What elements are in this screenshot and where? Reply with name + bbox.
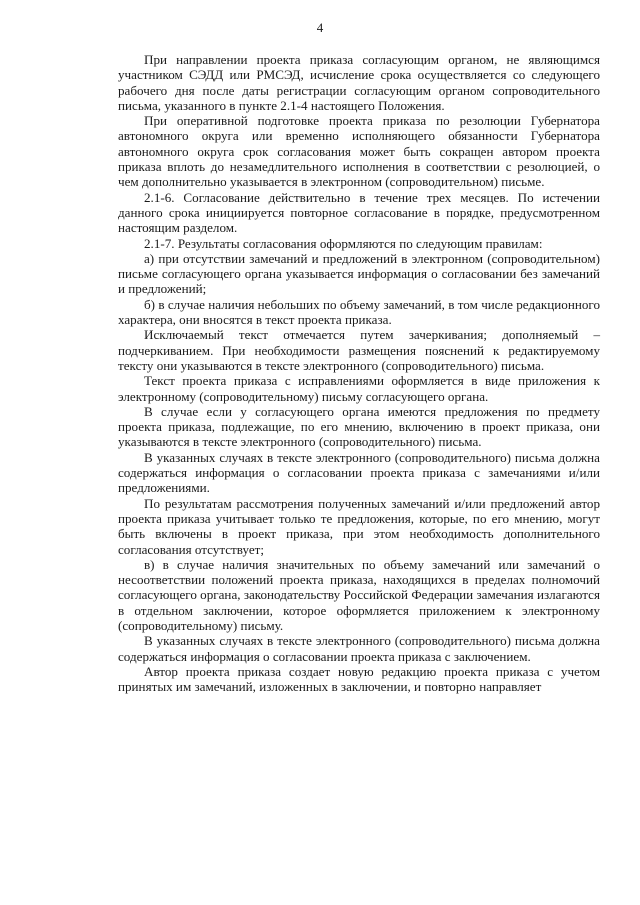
paragraph: При оперативной подготовке проекта приказа по резолюции Губернатора автономного округа или временно исполняющего обязанности Губернатора автономного округа срок согласования может быть сокращен автором проекта приказа вплоть до незамедлительного исполнения в соответствии с резолюцией, о чем дополнительно указывается в электронном (сопроводительном) письме. [118, 113, 600, 190]
page-number: 4 [316, 20, 324, 35]
paragraph: Исключаемый текст отмечается путем зачеркивания; дополняемый – подчеркиванием. При необходимости размещения пояснений к редактируемому тексту они указываются в тексте электронного (сопроводительного) письма. [118, 327, 600, 373]
paragraph: б) в случае наличия небольших по объему замечаний, в том числе редакционного характера, они вносятся в текст проекта приказа. [118, 296, 600, 328]
paragraph: По результатам рассмотрения полученных замечаний и/или предложений автор проекта приказа учитывает только те предложения, которые, по его мнению, могут быть включены в проект приказа, при этом необходимость дополнительного согласования отсутствует; [118, 495, 600, 557]
paragraph: в) в случае наличия значительных по объему замечаний или замечаний о несоответствии положений проекта приказа, находящихся в пределах полномочий согласующего органа, законодательству Российской Федерации замечания излагаются в отдельном заключении, которое оформляется приложением к электронному (сопроводительному) письму. [118, 556, 600, 633]
paragraph: В указанных случаях в тексте электронного (сопроводительного) письма должна содержаться информация о согласовании проекта приказа с замечаниями и/или предложениями. [118, 449, 600, 496]
paragraph: Текст проекта приказа с исправлениями оформляется в виде приложения к электронному (сопроводительному) письму согласующего органа. [118, 373, 600, 404]
paragraph: 2.1-6. Согласование действительно в течение трех месяцев. По истечении данного срока инициируется повторное согласование в порядке, предусмотренном настоящим разделом. [118, 189, 600, 236]
paragraph: В указанных случаях в тексте электронного (сопроводительного) письма должна содержаться информация о согласовании проекта приказа с заключением. [118, 633, 600, 664]
paragraph: В случае если у согласующего органа имеются предложения по предмету проекта приказа, подлежащие, по его мнению, включению в проект приказа, они указываются в тексте электронного (сопроводительного) письма. [118, 403, 600, 450]
paragraph: 2.1-7. Результаты согласования оформляются по следующим правилам: [144, 235, 543, 251]
paragraph: При направлении проекта приказа согласующим органом, не являющимся участником СЭДД или РМСЭД, исчисление срока осуществляется со следующего рабочего дня после даты регистрации согласующим органом сопроводительного письма, указанного в пункте 2.1-4 настоящего Положения. [118, 52, 600, 113]
paragraph: Автор проекта приказа создает новую редакцию проекта приказа с учетом принятых им замечаний, изложенных в заключении, и повторно направляет [118, 663, 600, 695]
paragraph: а) при отсутствии замечаний и предложений в электронном (сопроводительном) письме согласующего органа указывается информация о согласовании без замечаний и предложений; [118, 250, 600, 297]
document-body [118, 52, 600, 694]
